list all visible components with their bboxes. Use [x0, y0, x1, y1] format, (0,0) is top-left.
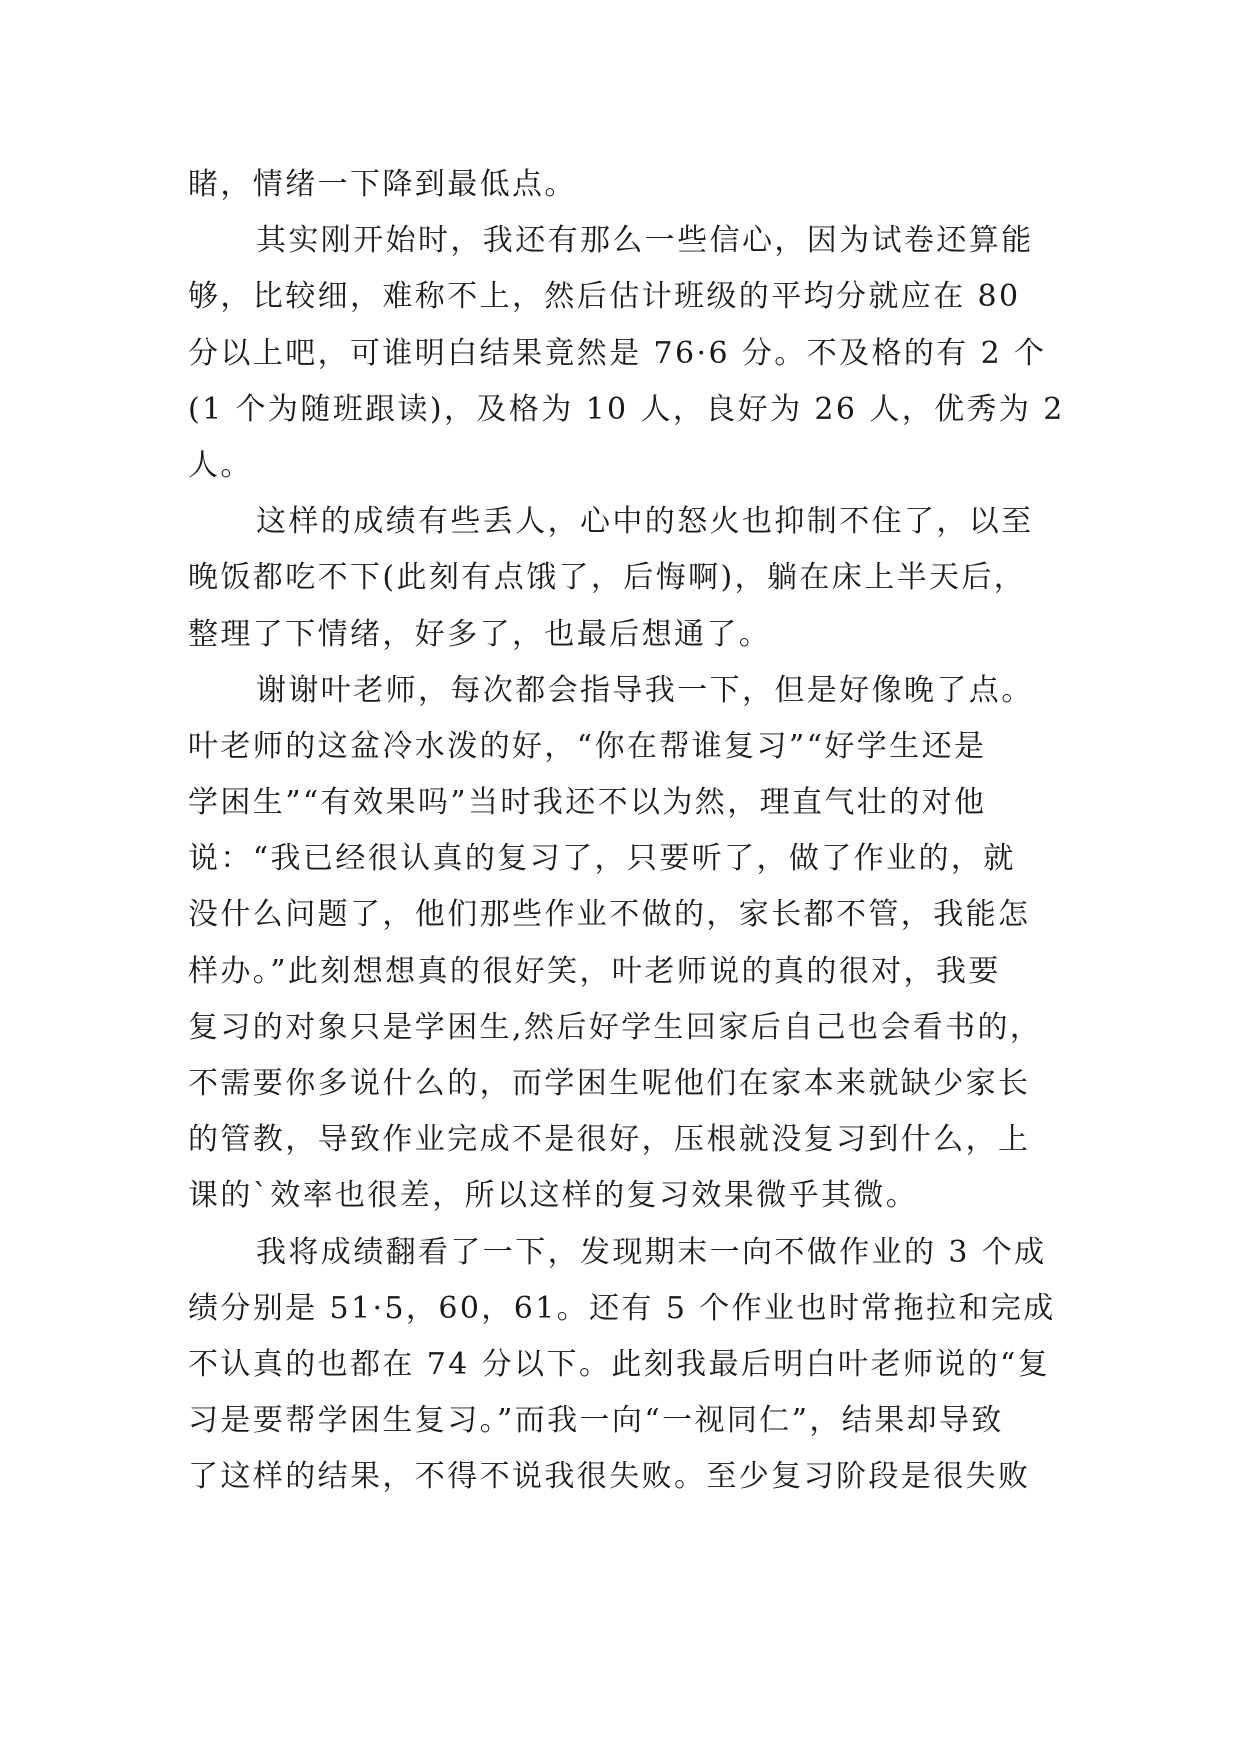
text-line: 样办。”此刻想想真的很好笑，叶老师说的真的很对，我要 — [188, 953, 1001, 989]
paragraph-first-line: 谢谢叶老师，每次都会指导我一下，但是好像晚了点。 — [256, 672, 1034, 708]
text-line: 整理了下情绪，好多了，也最后想通了。 — [188, 616, 772, 652]
text-line: 叶老师的这盆冷水泼的好，“你在帮谁复习”“好学生还是 — [188, 728, 987, 764]
text-line: (1 个为随班跟读)，及格为 10 人，良好为 26 人，优秀为 2 — [188, 391, 1065, 427]
text-line: 学困生”“有效果吗”当时我还不以为然，理直气壮的对他 — [188, 785, 987, 821]
text-line: 人。 — [188, 447, 253, 483]
text-line: 了这样的结果，不得不说我很失败。至少复习阶段是很失败 — [188, 1459, 1031, 1495]
text-line: 够，比较细，难称不上，然后估计班级的平均分就应在 80 — [188, 279, 1021, 315]
text-line: 不需要你多说什么的，而学困生呢他们在家本来就缺少家长 — [188, 1066, 1031, 1101]
text-line: 说：“我已经很认真的复习了，只要听了，做了作业的，就 — [188, 841, 1016, 877]
text-line: 没什么问题了，他们那些作业不做的，家长都不管，我能怎 — [188, 897, 1031, 933]
text-line: 的管教，导致作业完成不是很好，压根就没复习到什么，上 — [188, 1122, 1031, 1158]
text-line: 不认真的也都在 74 分以下。此刻我最后明白叶老师说的“复 — [188, 1346, 1051, 1382]
text-line: 睹，情绪一下降到最低点。 — [188, 167, 577, 202]
document-body — [188, 157, 1065, 1506]
text-line: 课的`效率也很差，所以这样的复习效果微乎其微。 — [188, 1178, 919, 1214]
paragraph-first-line: 我将成绩翻看了一下，发现期末一向不做作业的 3 个成 — [256, 1234, 1047, 1270]
text-line: 复习的对象只是学困生,然后好学生回家后自己也会看书的， — [188, 1009, 1043, 1045]
text-line: 分以上吧，可谁明白结果竟然是 76·6 分。不及格的有 2 个 — [188, 335, 1047, 371]
paragraph-first-line: 这样的成绩有些丢人，心中的怒火也抑制不住了，以至 — [256, 504, 1034, 540]
text-line: 习是要帮学困生复习。”而我一向“一视同仁”，结果却导致 — [188, 1403, 1004, 1439]
paragraph-first-line: 其实刚开始时，我还有那么一些信心，因为试卷还算能 — [256, 223, 1034, 259]
text-line: 绩分别是 51·5，60，61。还有 5 个作业也时常拖拉和完成 — [188, 1290, 1056, 1326]
text-line: 晚饭都吃不下(此刻有点饿了，后悔啊)，躺在床上半天后， — [188, 560, 1027, 596]
